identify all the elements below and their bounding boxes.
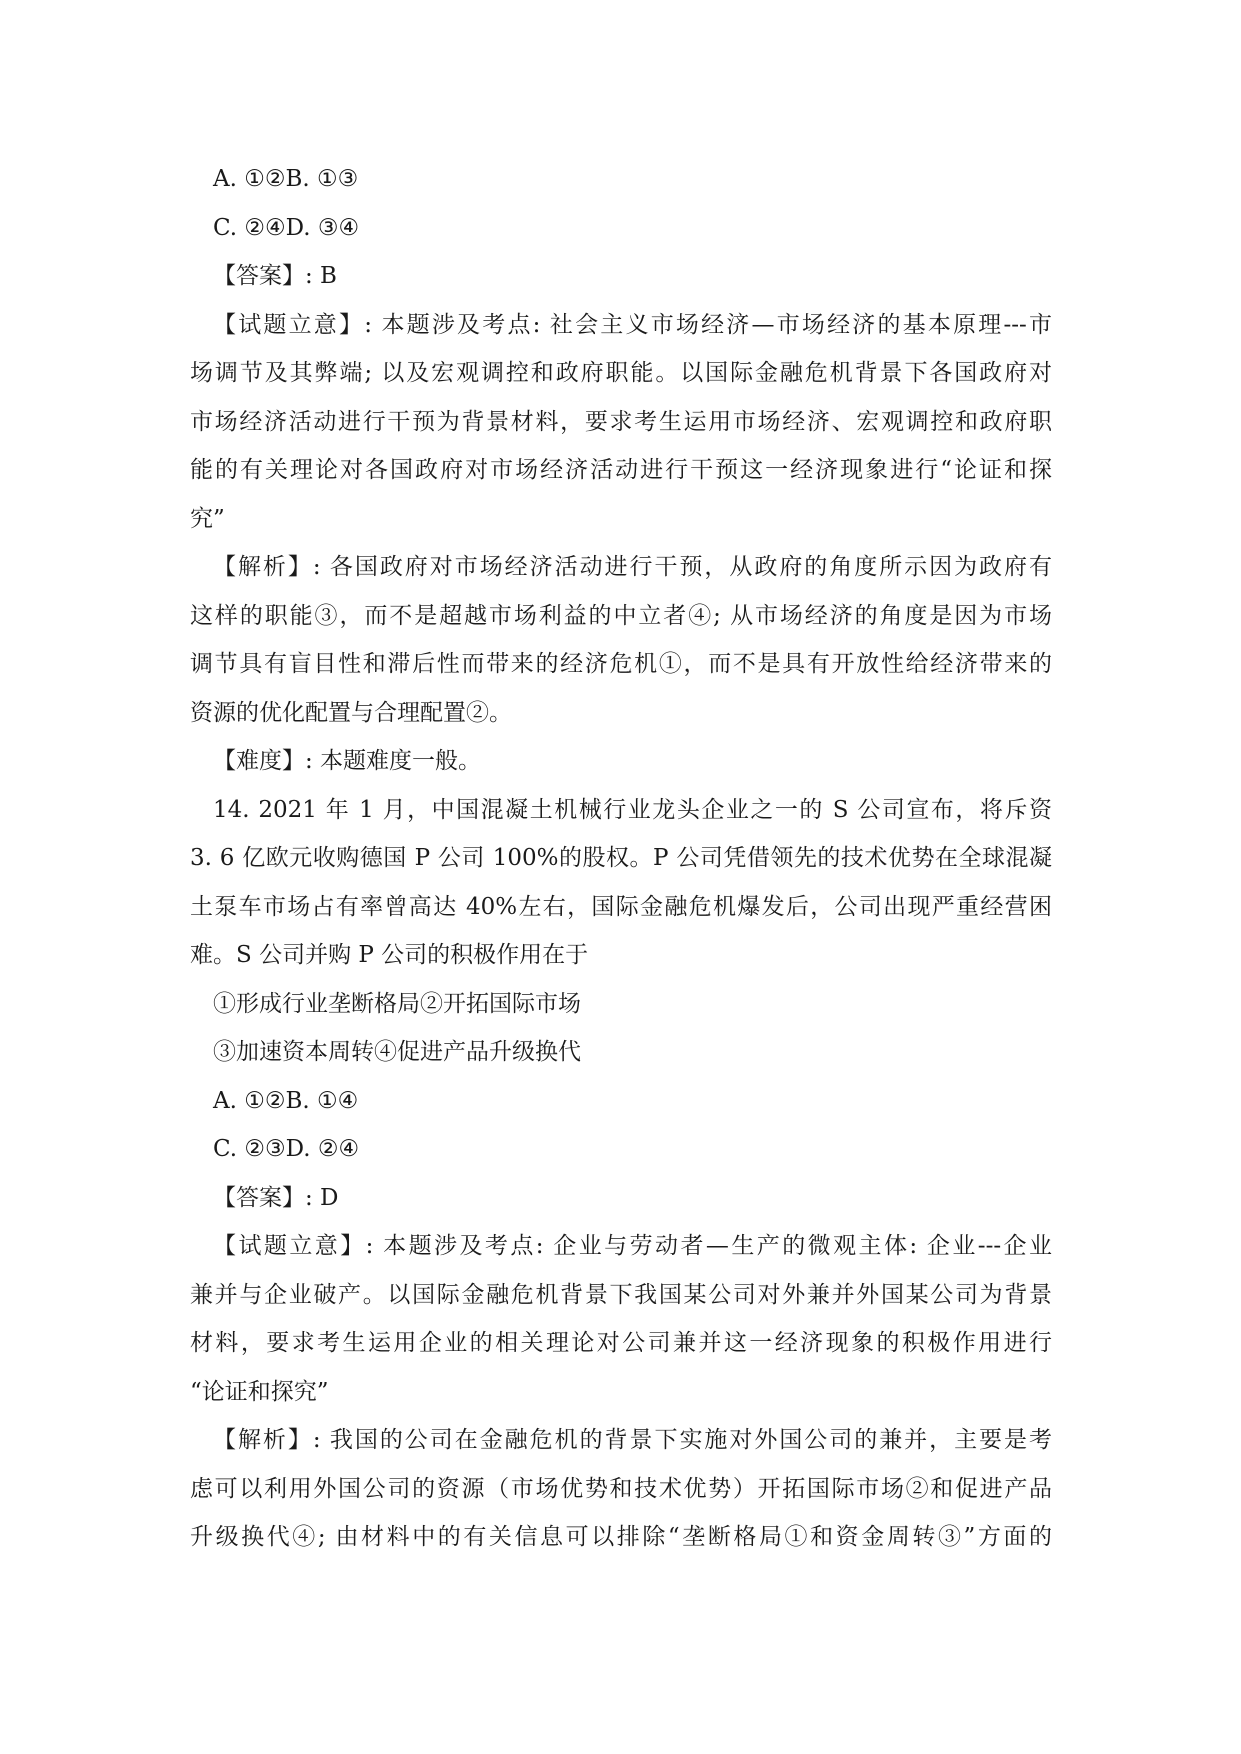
- text-line: 3. 6 亿欧元收购德国 P 公司 100%的股权。P 公司凭借领先的技术优势在全球混凝: [190, 845, 1052, 871]
- text-line: 土泵车市场占有率曾高达 40%左右，国际金融危机爆发后，公司出现严重经营困: [190, 893, 1052, 920]
- text-line: 这样的职能③，而不是超越市场利益的中立者④; 从市场经济的角度是因为市场: [190, 602, 1052, 629]
- text-line: 究”: [190, 505, 225, 532]
- text-line: 能的有关理论对各国政府对市场经济活动进行干预这一经济现象进行“论证和探: [190, 457, 1052, 483]
- document-body: [190, 155, 1052, 1562]
- text-line: ③加速资本周转④促进产品升级换代: [213, 1039, 581, 1065]
- text-line: 【难度】: 本题难度一般。: [213, 748, 482, 774]
- text-line: C. ②③D. ②④: [213, 1136, 360, 1162]
- text-line: A. ①②B. ①③: [213, 166, 359, 192]
- text-line: 材料，要求考生运用企业的相关理论对公司兼并这一经济现象的积极作用进行: [190, 1330, 1052, 1356]
- text-line: 【解析】: 各国政府对市场经济活动进行干预，从政府的角度所示因为政府有: [213, 554, 1052, 580]
- text-line: 难。S 公司并购 P 公司的积极作用在于: [190, 942, 589, 968]
- text-line: 兼并与企业破产。以国际金融危机背景下我国某公司对外兼并外国某公司为背景: [190, 1281, 1052, 1308]
- text-line: 升级换代④; 由材料中的有关信息可以排除“垄断格局①和资金周转③”方面的: [190, 1524, 1052, 1550]
- text-line: 【解析】: 我国的公司在金融危机的背景下实施对外国公司的兼并，主要是考: [213, 1427, 1052, 1453]
- text-line: A. ①②B. ①④: [213, 1087, 359, 1114]
- text-line: 【试题立意】: 本题涉及考点: 企业与劳动者—生产的微观主体: 企业---企业: [213, 1233, 1052, 1259]
- text-line: C. ②④D. ③④: [213, 214, 360, 241]
- text-line: 虑可以利用外国公司的资源（市场优势和技术优势）开拓国际市场②和促进产品: [190, 1475, 1052, 1502]
- text-line: 【答案】: D: [213, 1184, 339, 1211]
- text-line: “论证和探究”: [190, 1378, 329, 1405]
- text-line: 【答案】: B: [213, 263, 337, 289]
- text-line: 【试题立意】: 本题涉及考点: 社会主义市场经济—市场经济的基本原理---市: [213, 311, 1052, 338]
- text-line: 14. 2021 年 1 月，中国混凝土机械行业龙头企业之一的 S 公司宣布，将斥资: [213, 796, 1052, 823]
- text-line: 调节具有盲目性和滞后性而带来的经济危机①，而不是具有开放性给经济带来的: [190, 651, 1052, 677]
- text-line: ①形成行业垄断格局②开拓国际市场: [213, 990, 581, 1017]
- text-line: 资源的优化配置与合理配置②。: [190, 699, 512, 726]
- text-line: 市场经济活动进行干预为背景材料，要求考生运用市场经济、宏观调控和政府职: [190, 408, 1052, 435]
- text-line: 场调节及其弊端; 以及宏观调控和政府职能。以国际金融危机背景下各国政府对: [190, 360, 1052, 386]
